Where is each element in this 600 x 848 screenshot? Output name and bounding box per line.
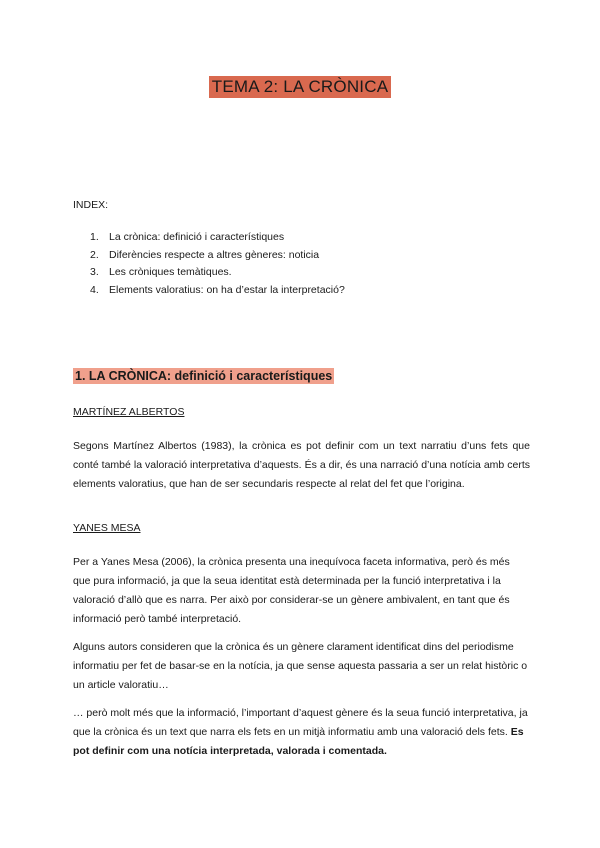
author-subheading: MARTÍNEZ ALBERTOS bbox=[73, 406, 185, 418]
index-label: INDEX: bbox=[73, 199, 109, 211]
list-number: 4. bbox=[90, 283, 99, 296]
paragraph-definition bbox=[73, 704, 530, 761]
list-number: 2. bbox=[90, 248, 99, 261]
list-item-text: La crònica: definició i característiques bbox=[109, 231, 285, 243]
paragraph-authors: Alguns autors consideren que la crònica és un gènere clarament identificat dins del periodisme informatiu per fet de basar-se en la notícia, ja que sense aquesta passaria a ser un relat històric o un article valoratiu… bbox=[73, 641, 528, 691]
title-container bbox=[0, 76, 600, 98]
paragraph-martinez: Segons Martínez Albertos (1983), la crònica es pot definir com un text narratiu d’uns fets que conté també la valoració interpretativa d’aquests. És a dir, és una narració d’una notícia amb certs elements valoratius, que han de ser secundaris respecte al relat del fet que l’origina. bbox=[73, 440, 530, 490]
list-item bbox=[73, 229, 345, 247]
definition-text: … però molt més que la informació, l’important d’aquest gènere és la seua funció interpretativa, ja que la crònica és un text que narra els fets en un mitjà informatiu amb una valoració dels fets. bbox=[73, 707, 528, 738]
list-item-text: Les cròniques temàtiques. bbox=[109, 266, 232, 278]
author-subheading: YANES MESA bbox=[73, 522, 141, 534]
paragraph-yanes: Per a Yanes Mesa (2006), la crònica presenta una inequívoca faceta informativa, però és més que pura informació, ja que la seua identitat està determinada per la funció interpretativa i la valoració d’allò que es narra. Per això por considerar-se un gènere ambivalent, en tant que és informació però també interpretació. bbox=[73, 556, 510, 625]
list-item-text: Elements valoratius: on ha d’estar la interpretació? bbox=[109, 283, 345, 296]
section-heading: 1. LA CRÒNICA: definició i característiques bbox=[75, 369, 333, 383]
list-item bbox=[73, 247, 345, 265]
definition-bold: Es pot definir com una notícia interpretada, valorada i comentada. bbox=[73, 726, 524, 757]
index-list bbox=[73, 229, 345, 299]
page-title: TEMA 2: LA CRÒNICA bbox=[209, 76, 391, 98]
list-number: 3. bbox=[90, 266, 99, 278]
list-item bbox=[73, 282, 345, 300]
list-number: 1. bbox=[90, 231, 99, 243]
list-item bbox=[73, 264, 345, 282]
list-item-text: Diferències respecte a altres gèneres: noticia bbox=[109, 248, 320, 261]
